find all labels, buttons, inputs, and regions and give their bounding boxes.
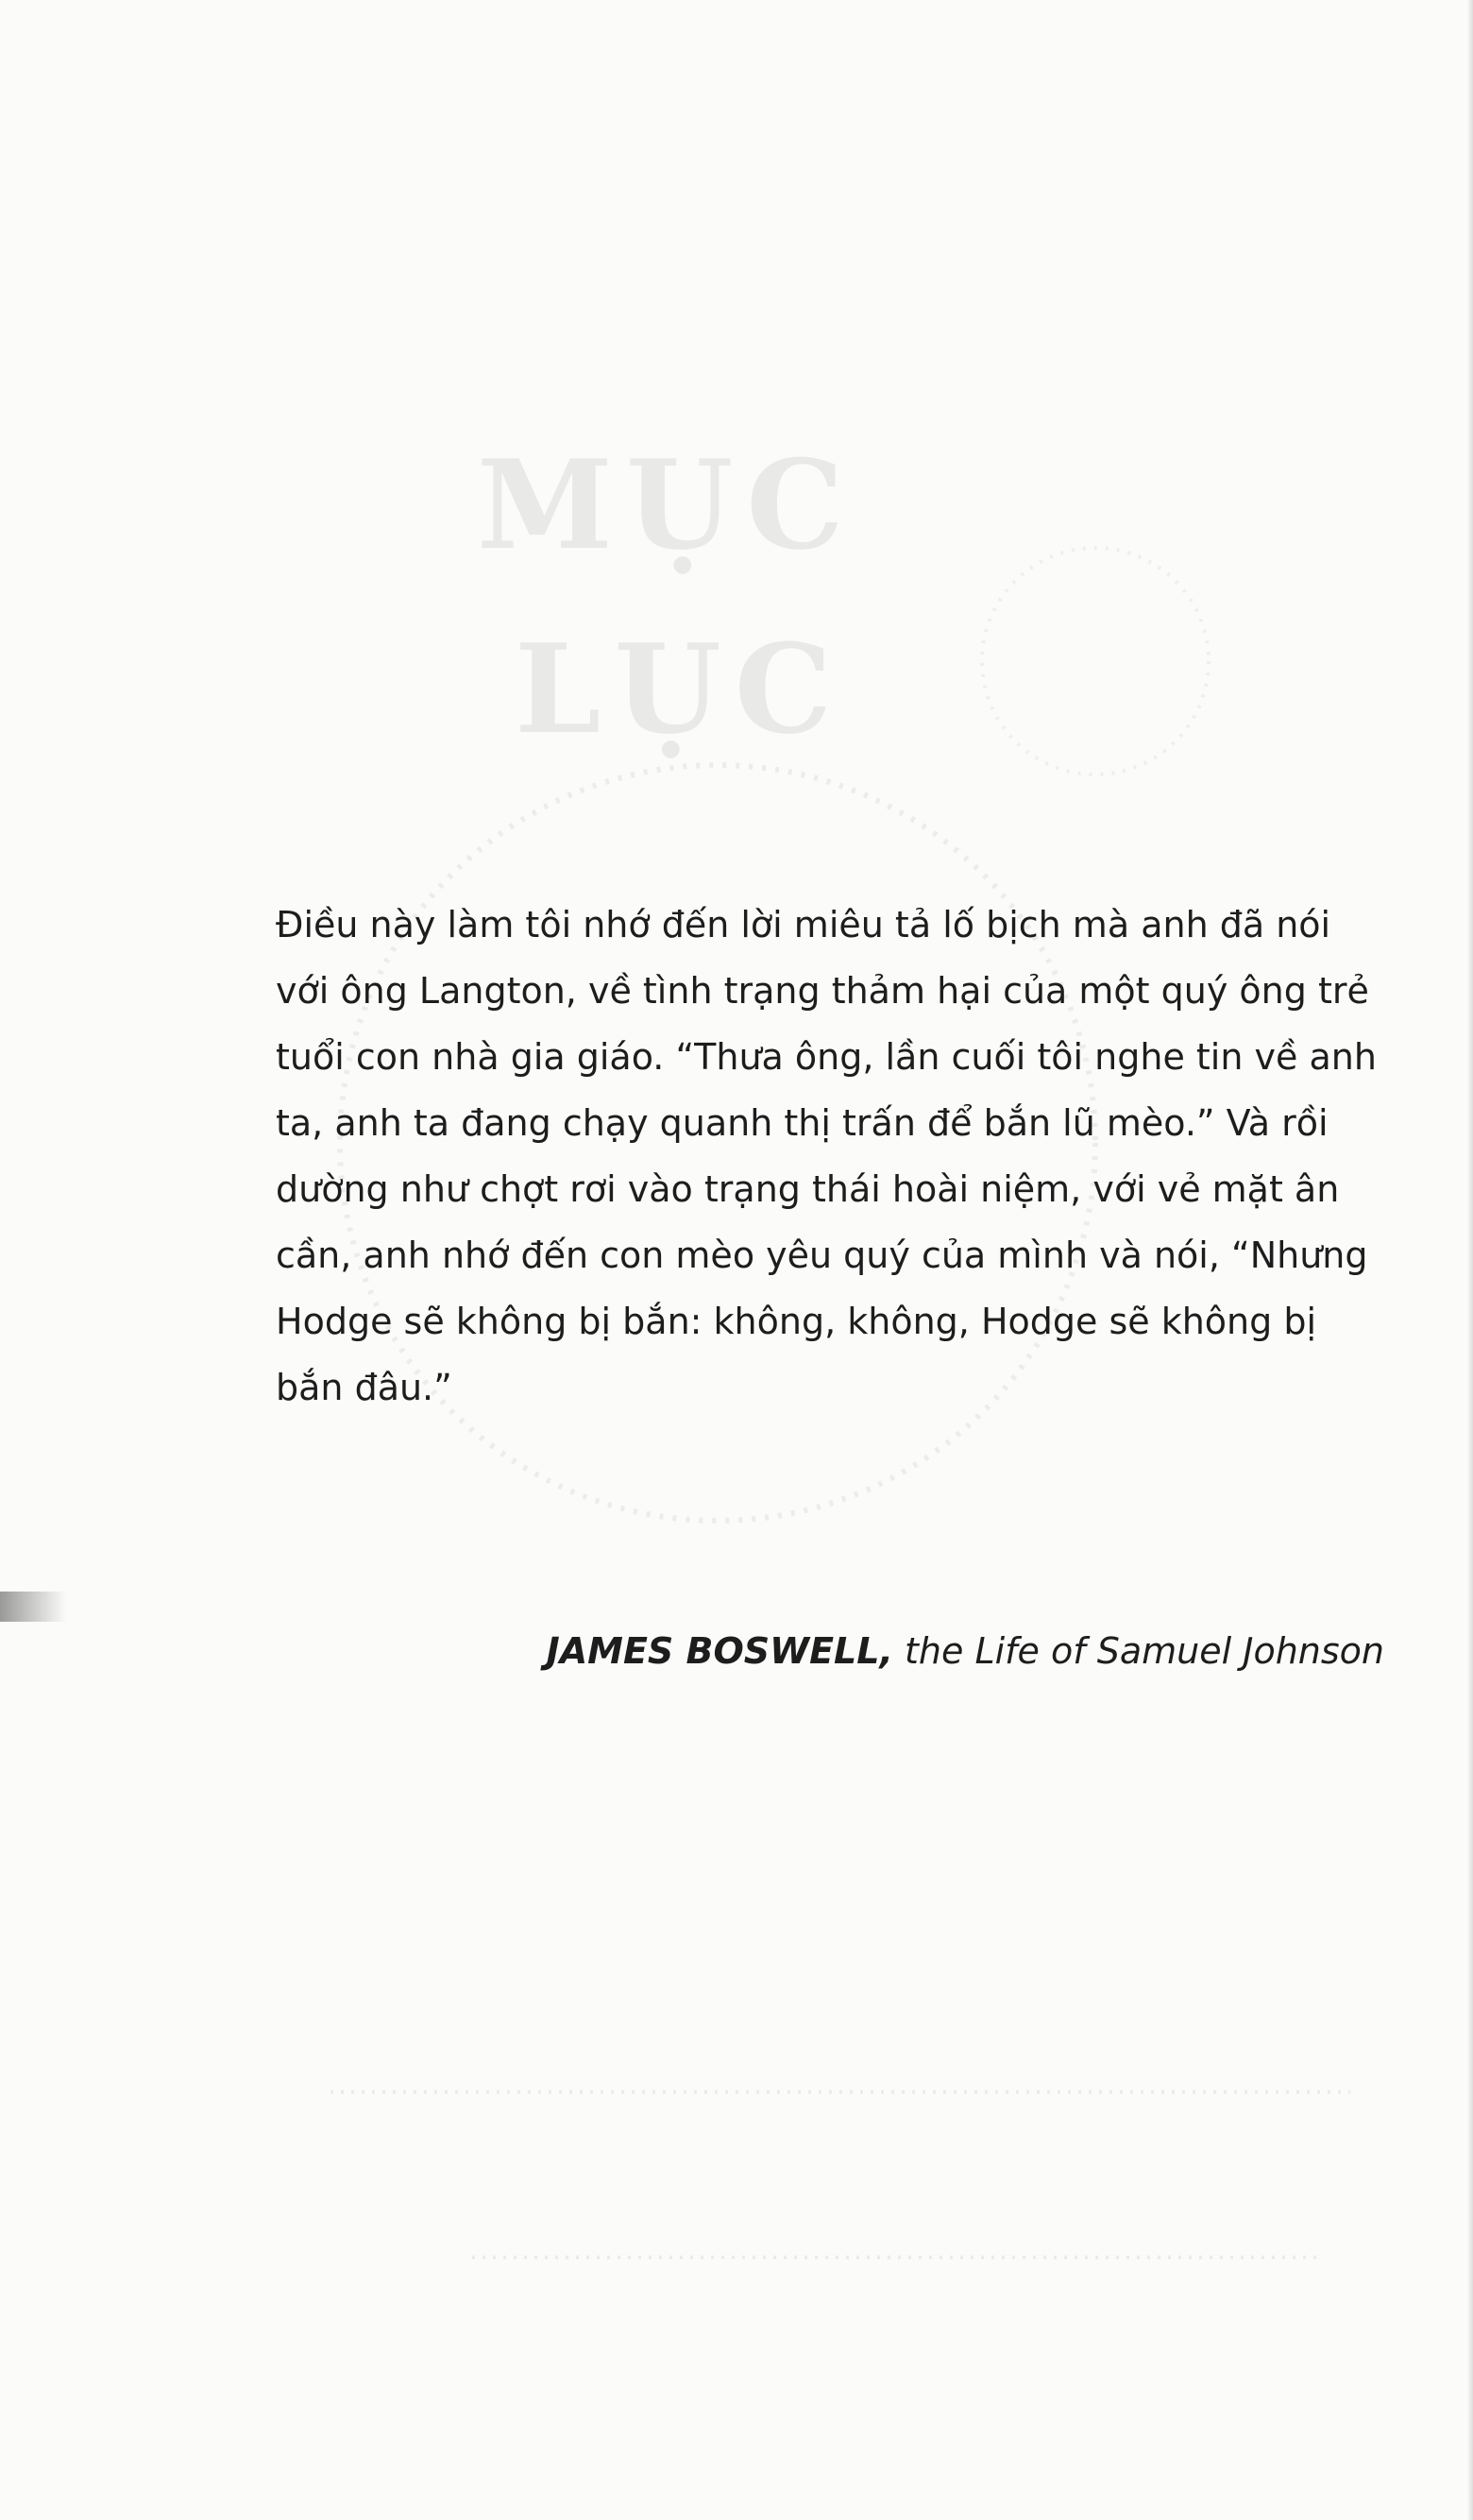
attribution-author: JAMES BOSWELL, xyxy=(546,1630,893,1672)
page-right-edge xyxy=(1467,0,1473,2520)
page-edge-shadow xyxy=(0,1592,66,1622)
epigraph-attribution xyxy=(547,1625,1384,1677)
attribution-work: the Life of Samuel Johnson xyxy=(905,1630,1384,1672)
epigraph-text: Điều này làm tôi nhớ đến lời miêu tả lố bịch mà anh đã nói với ông Langton, về tình trạng thảm hại của một quý ông trẻ tuổi con nhà gia giáo. “Thưa ông, lần cuối tôi nghe tin về anh ta, anh ta đang chạy quanh thị trấn để bắn lũ mèo.” Và rồi dường như chợt rơi vào trạng thái hoài niệm, với vẻ mặt ân cần, anh nhớ đến con mèo yêu quý của mình và nói, “Nhưng Hodge sẽ không bị bắn: không, không, Hodge sẽ không bị bắn đâu.” xyxy=(276,904,1377,1408)
epigraph-quote xyxy=(276,892,1390,1421)
show-through-title-line-1: MỤC xyxy=(477,433,857,577)
show-through-title-line-2: LỤC xyxy=(515,617,846,761)
